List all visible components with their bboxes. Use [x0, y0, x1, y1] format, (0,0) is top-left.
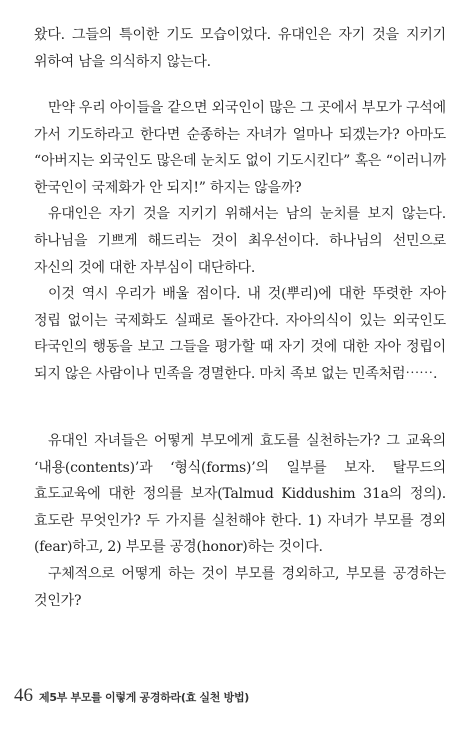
- page-footer: [14, 685, 249, 707]
- running-head: 제5부 부모를 이렇게 공경하라(효 실천 방법): [39, 691, 249, 704]
- text-block-top: [34, 22, 446, 75]
- page-number: 46: [14, 685, 33, 706]
- paragraph-5: 유대인 자녀들은 어떻게 부모에게 효도를 실천하는가? 그 교육의 ‘내용(contents)’과 ‘형식(forms)’의 일부를 보자. 탈무드의 효도교육에 대한 정의를 보자(Talmud Kiddushim 31a의 정의). 효도란 무엇인가? 두 가지를 실천해야 한다. 1) 자녀가 부모를 경외(fear)하고, 2) 부모를 공경(honor)하는 것이다.: [34, 433, 446, 556]
- paragraph-2: 만약 우리 아이들을 같으면 외국인이 많은 그 곳에서 부모가 구석에 가서 기도하라고 한다면 순종하는 자녀가 얼마나 되겠는가? 아마도 “아버지는 외국인도 많은데 눈치도 없이 기도시킨다” 혹은 “이러니까 한국인이 국제화가 안 되지!” 하지는 않을까?: [34, 100, 446, 196]
- text-block-middle: [34, 95, 446, 388]
- paragraph-1: 왔다. 그들의 특이한 기도 모습이었다. 유대인은 자기 것을 지키기 위하여 남을 의식하지 않는다.: [34, 27, 446, 70]
- paragraph-6: 구체적으로 어떻게 하는 것이 부모를 경외하고, 부모를 공경하는 것인가?: [34, 565, 446, 609]
- paragraph-4: 이것 역시 우리가 배울 점이다. 내 것(뿌리)에 대한 뚜렷한 자아 정립 없이는 국제화도 실패로 돌아간다. 자아의식이 있는 외국인도 타국인의 행동을 보고 그들을 평가할 때 자기 것에 대한 자아 정립이 되지 않은 사람이나 민족을 경멸한다. 마치 족보 없는 민족처럼⋯⋯.: [34, 286, 446, 382]
- text-block-bottom: [34, 428, 446, 614]
- paragraph-3: 유대인은 자기 것을 지키기 위해서는 남의 눈치를 보지 않는다. 하나님을 기쁘게 해드리는 것이 최우선이다. 하나님의 선민으로 자신의 것에 대한 자부심이 대단하다.: [34, 206, 446, 276]
